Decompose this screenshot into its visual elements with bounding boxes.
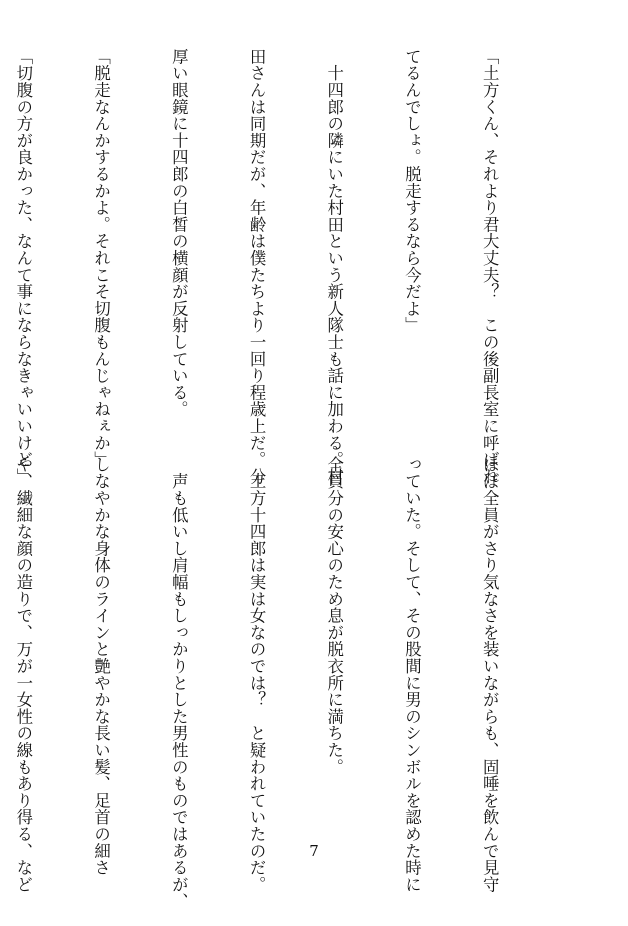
lower-text-block — [13, 456, 554, 910]
text-line: 全員分の安心のため息が脱衣所に満ちた。 — [324, 456, 344, 776]
text-line: しなやかな身体のラインと艶やかな長い髪、足首の細さ — [91, 456, 111, 876]
page-number: 7 — [309, 842, 319, 860]
text-line: 声も低いし肩幅もしっかりとした男性のものではあるが、 — [169, 456, 189, 910]
text-line: 田さんは同期だが、年齢は僕たちより一回り程歳上だ。分 — [247, 48, 267, 485]
text-line: 「脱走なんかするかよ。それこそ切腹もんじゃねぇか」 — [91, 48, 111, 468]
text-line: 「土方くん、それより君大丈夫？ この後副長室に呼ばれ — [480, 48, 500, 485]
text-line: ほぼ全員がさり気なさを装いながらも、固唾を飲んで見守 — [480, 456, 500, 893]
upper-text-block — [13, 48, 554, 485]
text-line: 厚い眼鏡に十四郎の白皙の横顔が反射している。 — [169, 48, 189, 418]
text-line: や、繊細な顔の造りで、万が一女性の線もあり得る、など — [13, 456, 33, 893]
text-line: 十四郎の隣にいた村田という新人隊士も話に加わる。村 — [324, 48, 344, 485]
text-line: 「切腹の方が良かった、なんて事にならなきゃいいけど」 — [13, 48, 33, 485]
text-line: てるんでしょ。脱走するなら今だよ」 — [402, 48, 422, 334]
text-line: っていた。そして、その股間に男のシンボルを認めた時に — [402, 456, 422, 893]
text-line: 土方十四郎は実は女なのでは？ と疑われていたのだ。 — [247, 456, 267, 893]
